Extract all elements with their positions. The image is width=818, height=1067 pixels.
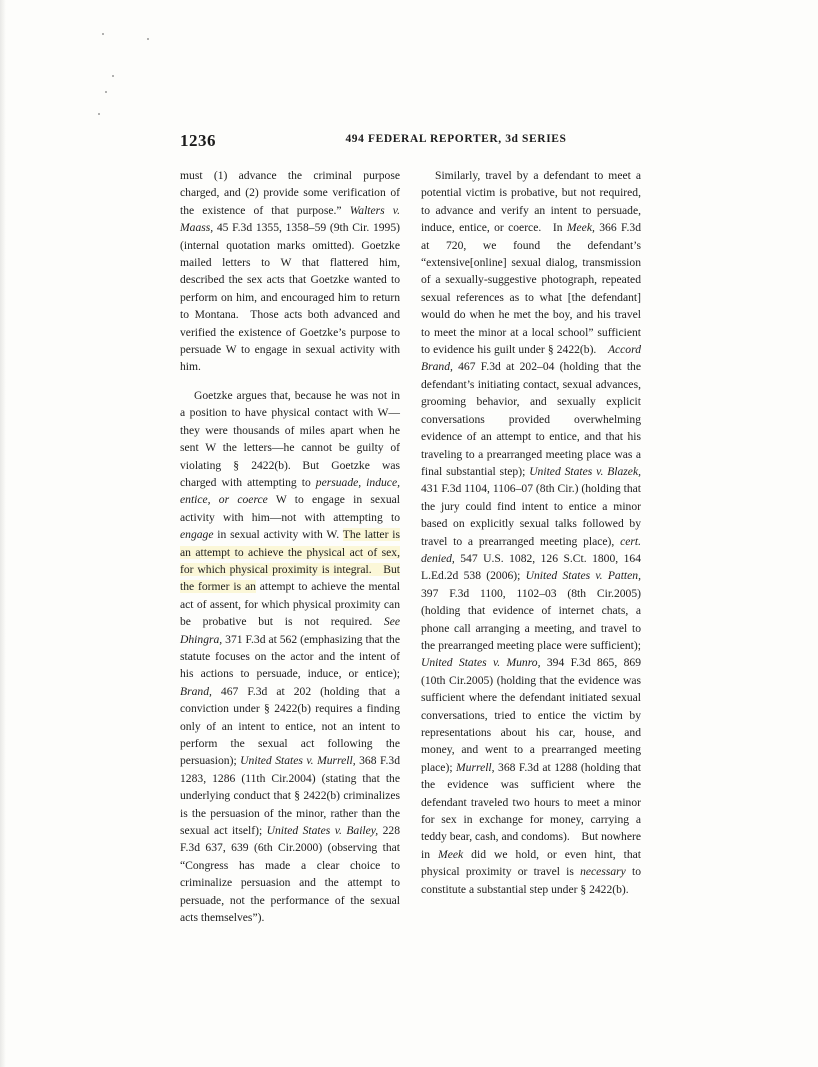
case-citation: Meek, [566, 221, 595, 235]
page-number: 1236 [180, 131, 216, 150]
text-run: 371 F.3d at 562 (emphasizing that the statute focuses on the actor and the intent of his actions to persuade, induce, or entice); [180, 632, 400, 681]
page-header [180, 131, 642, 155]
text-run: to constitute a substantial step under § 2422(b). [421, 865, 641, 896]
case-citation: cert. denied, [421, 534, 641, 565]
text-run: 467 F.3d at 202–04 (holding that the defendant’s initiating contact, sexual advances, grooming behavior, and sexually explicit conversations provided overwhelming evidence of an attempt to entice, and that his traveling to a prearranged meeting place was a final substantial step); [421, 360, 641, 478]
text-run: 394 F.3d 865, 869 (10th Cir.2005) (holding that the evidence was sufficient where the defendant initiated sexual conversations, tried to entice the victim by representations about his car, house, and money, and went to a prearranged meeting place); [421, 656, 641, 774]
text-run: 397 F.3d 1100, 1102–03 (8th Cir.2005) (holding that evidence of internet chats, a phone call arranging a meeting, and travel to the prearranged meeting place were sufficient); [421, 586, 641, 652]
case-citation: Walters v. Maass, [180, 203, 400, 235]
case-citation: Meek [438, 847, 464, 861]
emphasis: necessary [580, 865, 626, 879]
text-run: 368 F.3d at 1288 (holding that the evidence was sufficient where the defendant traveled two hours to meet a minor for sex in exchange for money, carrying a teddy bear, cash, and condoms). But nowhere in [421, 760, 641, 861]
text-run: 547 U.S. 1082, 126 S.Ct. 1800, 164 L.Ed.2d 538 (2006); [421, 551, 641, 583]
left-column [180, 167, 400, 926]
text-run: in sexual activity with W. [213, 528, 343, 542]
case-citation: United States v. Bailey, [266, 824, 379, 838]
case-citation: United States v. Blazek, [529, 464, 641, 478]
case-citation: United States v. Munro, [421, 656, 541, 670]
text-run: W to engage in sexual activity with him—not with attempting to [180, 493, 400, 524]
right-column [421, 167, 641, 898]
scan-speck [147, 38, 149, 40]
scan-speck [112, 75, 114, 77]
case-citation: Murrell, [456, 760, 495, 774]
paragraph [180, 387, 400, 927]
paragraph [180, 167, 400, 376]
text-run: 431 F.3d 1104, 1106–07 (8th Cir.) (holding that the jury could find intent to entice a minor based on explicitly sexual talks followed by travel to a prearranged meeting place), [421, 482, 641, 548]
case-citation: United States v. Patten, [525, 569, 641, 583]
text-run: 467 F.3d at 202 (holding that a conviction under § 2422(b) requires a finding only of an intent to entice, not an intent to perform the sexual act following the persuasion); [180, 684, 400, 768]
case-citation: Brand, [180, 684, 212, 698]
running-head: 494 FEDERAL REPORTER, 3d SERIES [345, 133, 567, 145]
scan-edge-shadow [0, 0, 6, 1067]
text-run: attempt to achieve the mental act of assent, for which physical proximity can be probative but is not required. [180, 580, 400, 629]
text-run: must (1) advance the criminal purpose charged, and (2) provide some verification of the existence of that purpose.” [180, 169, 400, 217]
emphasis: engage [180, 528, 214, 542]
highlighted-text: The latter is an attempt to achieve the physical act of sex, for which physical proximity is integral. But the former is an [180, 528, 400, 594]
scan-speck [102, 33, 104, 35]
text-run: Goetzke argues that, because he was not in a position to have physical contact with W—they were thousands of miles apart when he sent W the letters—he cannot be guilty of violating § 2422(b). But Goetzke was charged with attempting to [180, 388, 400, 489]
scan-speck [105, 91, 107, 93]
case-citation: Accord Brand, [421, 343, 641, 374]
case-citation: See Dhingra, [180, 615, 400, 646]
case-citation: United States v. Murrell, [240, 754, 356, 768]
text-run: did we hold, or even hint, that physical proximity or travel is [421, 847, 641, 879]
text-run: 45 F.3d 1355, 1358–59 (9th Cir. 1995) (internal quotation marks omitted). Goetzke mailed letters to W that flattered him, described the sex acts that Goetzke wanted to perform on him, and encouraged him to return to Montana. Those acts both advanced and verified the existence of Goetzke’s purpose to persuade W to engage in sexual activity with him. [180, 221, 400, 374]
paragraph [421, 167, 641, 898]
text-run: 366 F.3d at 720, we found the defendant’s “extensive[online] sexual dialog, transmission of a sexually-suggestive photograph, repeated sexual references as to what [the defendant] would do when he met the boy, and his travel to meet the minor at a local school” sufficient to evidence his guilt under § 2422(b). [421, 221, 641, 357]
text-run: 228 F.3d 637, 639 (6th Cir.2000) (observing that “Congress has made a clear choice to criminalize persuasion and the attempt to persuade, not the performance of the sexual acts themselves”). [180, 824, 400, 925]
emphasis: persuade, induce, entice, or coerce [180, 475, 400, 507]
text-run: Similarly, travel by a defendant to meet a potential victim is probative, but not required, to advance and verify an intent to persuade, induce, entice, or coerce. In [421, 169, 641, 235]
text-run: 368 F.3d 1283, 1286 (11th Cir.2004) (stating that the underlying conduct that § 2422(b) criminalizes is the persuasion of the minor, rather than the sexual act itself); [180, 754, 400, 838]
scan-speck [98, 113, 100, 115]
